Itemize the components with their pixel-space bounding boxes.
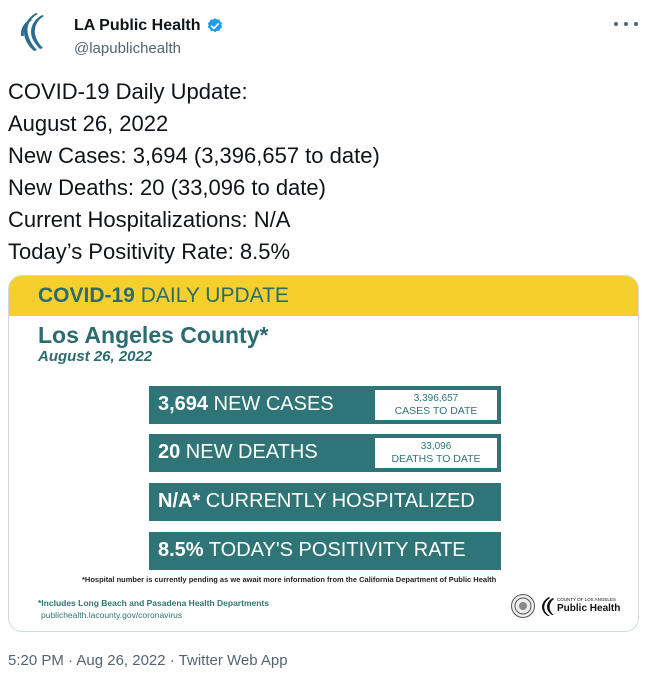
tweet-line: New Deaths: 20 (33,096 to date) [8,175,326,200]
tweet-line: New Cases: 3,694 (3,396,657 to date) [8,143,380,168]
stat-main [158,539,466,562]
user-handle[interactable]: @lapublichealth [74,40,181,57]
stat-value: 8.5% [158,539,204,561]
stat-hospitalized [149,483,501,521]
stat-box-label: DEATHS TO DATE [391,453,481,465]
stat-new-deaths [149,434,501,472]
stat-label: TODAY'S POSITIVITY RATE [203,539,466,561]
county-seal-icon [511,594,535,618]
county-title: Los Angeles County* [38,322,269,348]
tweet-media-card[interactable] [8,275,639,632]
more-options-icon[interactable] [614,16,638,32]
stat-main [158,490,475,513]
stat-new-cases [149,386,501,424]
stat-label: NEW CASES [208,393,334,415]
avatar[interactable] [10,8,58,56]
banner-rest-text: DAILY UPDATE [134,284,289,307]
la-public-health-logo-icon [10,8,58,56]
includes-note: *Includes Long Beach and Pasadena Health Departments [38,598,269,608]
banner-bold-text: COVID-19 [38,284,135,307]
verified-badge-icon [206,17,224,35]
tweet-text [8,76,638,268]
tweet-line: August 26, 2022 [8,111,169,136]
stat-box-value: 3,396,657 [413,393,459,404]
stat-to-date-box [375,438,497,468]
display-name-text: LA Public Health [74,17,201,34]
tweet-header [10,8,640,58]
stat-label: CURRENTLY HOSPITALIZED [200,490,475,512]
public-health-mark-icon [541,597,555,617]
stat-main [158,441,318,464]
tweet-line: COVID-19 Daily Update: [8,79,248,104]
logo-name-text: Public Health [557,603,621,614]
source-url: publichealth.lacounty.gov/coronavirus [41,610,183,620]
public-health-logo [541,595,621,619]
stat-positivity [149,532,501,570]
stat-value: 3,694 [158,393,209,415]
hospital-footnote: *Hospital number is currently pending as we await more information from the California Department of Public Health [82,575,497,584]
card-date: August 26, 2022 [38,348,153,365]
logo-county-text: COUNTY OF LOS ANGELES [557,597,616,602]
stat-value: 20 [158,441,181,463]
stat-box-label: CASES TO DATE [394,405,478,417]
tweet-line: Current Hospitalizations: N/A [8,207,291,232]
stat-box-value: 33,096 [420,441,452,452]
stat-value: N/A* [158,490,201,512]
tweet-timestamp[interactable]: 5:20 PM · Aug 26, 2022 · Twitter Web App [8,652,288,669]
stat-main [158,393,334,416]
card-banner-title [38,284,289,308]
stat-to-date-box [375,390,497,420]
stat-label: NEW DEATHS [180,441,318,463]
tweet-line: Today’s Positivity Rate: 8.5% [8,239,291,264]
display-name[interactable] [74,17,224,35]
card-banner [9,276,638,316]
